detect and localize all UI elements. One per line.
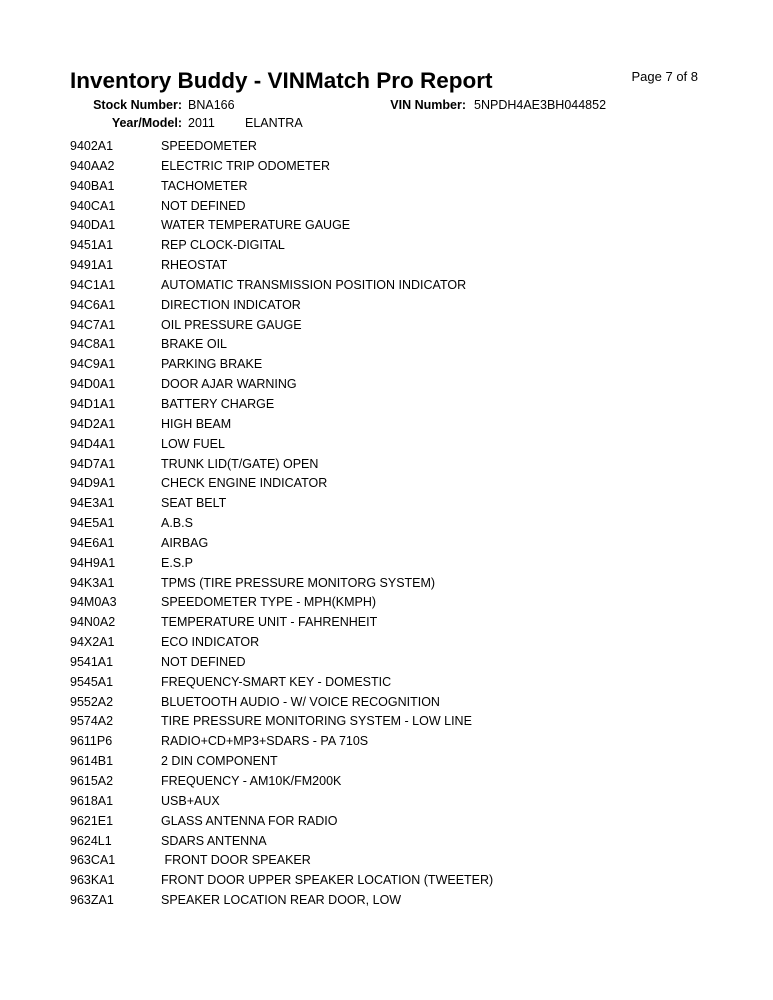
option-code: 9615A2 [70,774,114,788]
option-code: 9541A1 [70,654,114,669]
option-description: RHEOSTAT [161,258,228,273]
list-item [0,137,773,157]
list-item [0,554,773,574]
option-code: 9618A1 [70,793,114,808]
option-description: LOW FUEL [161,436,225,451]
option-description: 2 DIN COMPONENT [161,754,278,769]
list-item [0,653,773,673]
option-description: FREQUENCY-SMART KEY - DOMESTIC [161,674,392,689]
option-description: WATER TEMPERATURE GAUGE [161,218,351,233]
option-code: 963ZA1 [70,893,114,908]
option-description: SEAT BELT [161,496,227,511]
option-code-list [0,137,773,911]
list-item [0,871,773,891]
report-title: Inventory Buddy - VINMatch Pro Report [70,68,493,93]
option-code: 94D4A1 [70,436,116,451]
option-description: NOT DEFINED [161,654,246,669]
vin-number-label: VIN Number: [390,98,466,112]
list-item [0,633,773,653]
option-description: E.S.P [161,555,193,570]
option-description: BATTERY CHARGE [161,396,275,411]
option-code: 94K3A1 [70,575,115,590]
option-code: 9552A2 [70,694,114,709]
option-description: SPEAKER LOCATION REAR DOOR, LOW [161,893,402,908]
year-model-row [0,114,773,132]
list-item [0,197,773,217]
option-description: ECO INDICATOR [161,635,260,650]
list-item [0,673,773,693]
option-description: NOT DEFINED [161,198,246,213]
option-code: 9491A1 [70,258,114,273]
list-item [0,772,773,792]
option-code: 9614B1 [70,754,114,769]
list-item [0,455,773,475]
list-item [0,851,773,871]
option-description: FRONT DOOR UPPER SPEAKER LOCATION (TWEETER) [161,873,494,888]
option-code: 94D9A1 [70,476,116,491]
list-item [0,375,773,395]
option-code: 94C6A1 [70,297,116,312]
list-item [0,276,773,296]
option-description: A.B.S [161,516,193,531]
list-item [0,316,773,336]
list-item [0,355,773,375]
option-description: SPEEDOMETER [161,139,257,153]
option-code: 940CA1 [70,198,116,213]
option-description: AUTOMATIC TRANSMISSION POSITION INDICATOR [161,277,467,292]
option-code: 94D2A1 [70,416,116,431]
option-code: 94D7A1 [70,456,116,471]
list-item [0,712,773,732]
list-item [0,435,773,455]
option-code: 94N0A2 [70,615,116,630]
option-description: BLUETOOTH AUDIO - W/ VOICE RECOGNITION [161,694,440,709]
option-code: 94D1A1 [70,396,116,411]
option-description: TPMS (TIRE PRESSURE MONITORG SYSTEM) [161,575,436,590]
option-code: 94X2A1 [70,635,115,650]
option-code: 9402A1 [70,139,114,153]
vin-number-value: 5NPDH4AE3BH044852 [474,98,607,112]
option-description: TRUNK LID(T/GATE) OPEN [161,456,319,471]
option-code: 9621E1 [70,813,114,828]
list-item [0,256,773,276]
option-description: GLASS ANTENNA FOR RADIO [161,813,338,828]
stock-number-label: Stock Number: [93,98,182,112]
option-code: 963KA1 [70,873,115,888]
page-number: Page 7 of 8 [631,69,698,84]
option-code: 94M0A3 [70,595,117,610]
option-description: OIL PRESSURE GAUGE [161,317,302,332]
list-item [0,732,773,752]
option-description: TIRE PRESSURE MONITORING SYSTEM - LOW LINE [161,714,472,729]
option-code: 940AA2 [70,158,115,173]
option-code: 94E3A1 [70,496,115,511]
option-description: TACHOMETER [161,178,248,193]
option-code: 940BA1 [70,178,115,193]
option-code: 963CA1 [70,853,116,868]
option-code: 940DA1 [70,218,116,233]
option-description: RADIO+CD+MP3+SDARS - PA 710S [161,734,369,749]
option-description: SDARS ANTENNA [161,833,267,848]
option-code: 9574A2 [70,714,114,729]
list-item [0,832,773,852]
stock-vin-row [0,96,773,114]
option-description: DIRECTION INDICATOR [161,297,301,312]
stock-number-value: BNA166 [188,98,235,112]
list-item [0,415,773,435]
option-code: 94C8A1 [70,337,116,352]
option-description: HIGH BEAM [161,416,232,431]
list-item [0,613,773,633]
option-code: 9451A1 [70,238,114,253]
list-item [0,157,773,177]
list-item [0,812,773,832]
list-item [0,752,773,772]
option-description: FREQUENCY - AM10K/FM200K [161,774,342,788]
option-description: PARKING BRAKE [161,357,263,372]
option-description: SPEEDOMETER TYPE - MPH(KMPH) [161,595,377,610]
list-item [0,574,773,594]
model-value: ELANTRA [245,116,303,130]
option-code: 9545A1 [70,674,114,689]
list-item [0,534,773,554]
year-value: 2011 [188,116,215,130]
option-code: 94H9A1 [70,555,116,570]
list-item [0,395,773,415]
option-code: 94D0A1 [70,377,116,392]
option-code: 9624L1 [70,833,112,848]
option-description: REP CLOCK-DIGITAL [161,238,285,253]
list-item [0,514,773,534]
list-item [0,296,773,316]
list-item [0,177,773,197]
option-description: DOOR AJAR WARNING [161,377,297,392]
list-item [0,494,773,514]
option-code: 94C7A1 [70,317,116,332]
list-item [0,792,773,812]
option-code: 9611P6 [70,734,113,749]
option-code: 94E5A1 [70,516,115,531]
option-code: 94C9A1 [70,357,116,372]
list-item [0,693,773,713]
year-model-label: Year/Model: [111,116,182,130]
option-description: TEMPERATURE UNIT - FAHRENHEIT [161,615,378,630]
list-item [0,216,773,236]
option-description: AIRBAG [161,535,209,550]
list-item [0,593,773,613]
option-description: USB+AUX [161,793,220,808]
option-description: FRONT DOOR SPEAKER [161,853,311,868]
list-item [0,335,773,355]
option-description: CHECK ENGINE INDICATOR [161,476,328,491]
option-description: ELECTRIC TRIP ODOMETER [161,158,331,173]
list-item [0,474,773,494]
list-item [0,891,773,911]
option-code: 94E6A1 [70,535,115,550]
option-code: 94C1A1 [70,277,116,292]
option-description: BRAKE OIL [161,337,227,352]
list-item [0,236,773,256]
